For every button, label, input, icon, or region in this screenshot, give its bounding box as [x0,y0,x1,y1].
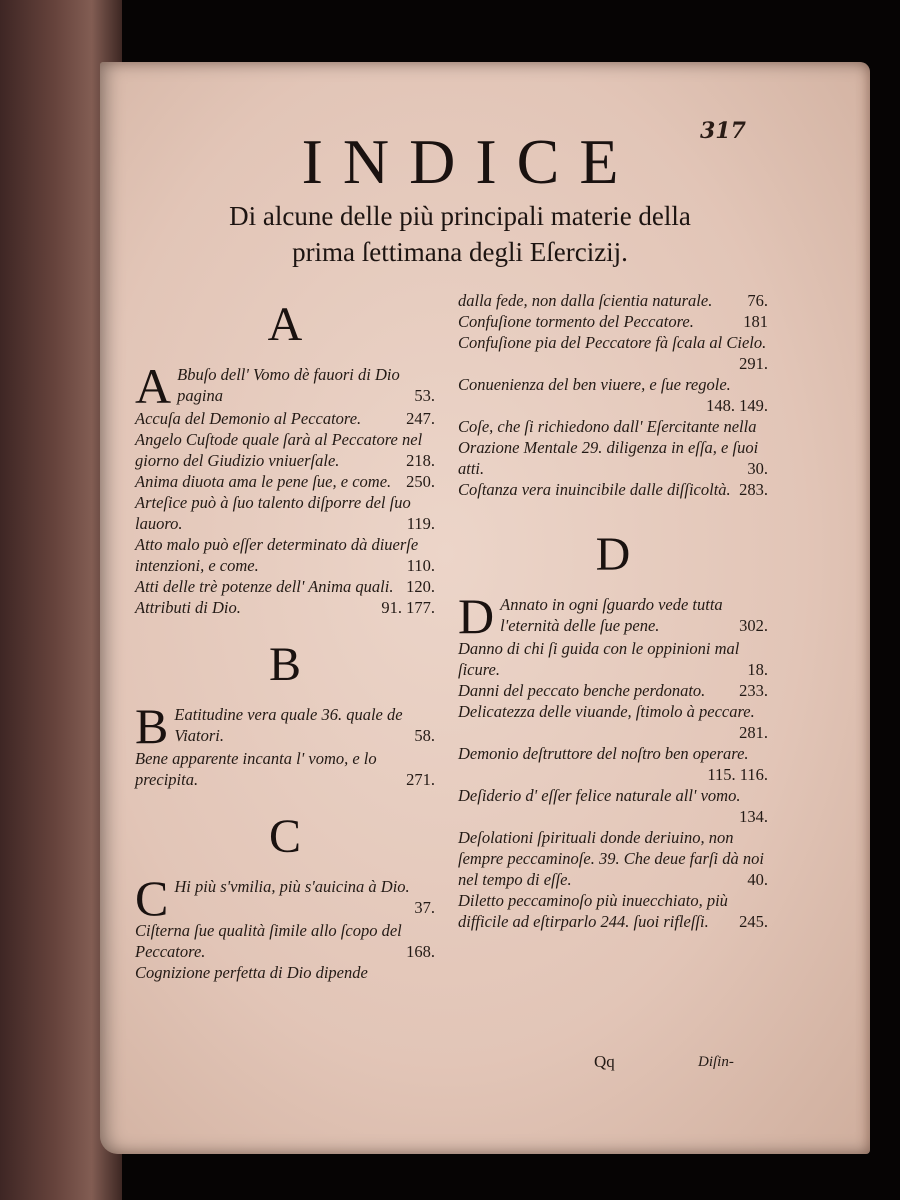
drop-initial-c: C [135,870,169,926]
catchword: Diſin- [698,1054,734,1070]
index-entry: B Eatitudine vera quale 36. quale de Viatori. 58. [135,698,435,754]
entry-pages: 291. [739,354,768,373]
index-entry: Coſtanza vera inuincibile dalle diſſicoltà. 283. [458,480,768,499]
entry-pages: 281. [739,723,768,742]
section-heading-d: D [595,528,631,581]
entry-pages: 245. [739,912,768,931]
index-entry: Deſiderio d' eſſer felice naturale all' vomo. 134. [458,786,768,826]
index-entry: dalla fede, non dalla ſcientia naturale. 76. [458,291,768,310]
entry-pages: 250. [406,472,435,491]
drop-initial-d: D [458,588,495,644]
index-column-right [458,290,768,932]
entry-pages: 120. [406,577,435,596]
entry-pages: 110. [406,556,435,575]
index-entry: Cognizione perfetta di Dio dipende [135,963,368,982]
index-entry: Bene apparente incanta l' vomo, e lo precipita. 271. [135,749,435,789]
index-entry: Attributi di Dio. 91. 177. [135,598,435,617]
entry-pages: 58. [414,726,435,745]
index-entry: C Hi più s'vmilia, più s'auicina à Dio. 37. [135,870,435,926]
subtitle-line: Di alcune delle più principali materie della [229,201,691,231]
entry-pages: 40. [747,870,768,889]
entry-pages: 218. [406,451,435,470]
index-entry: Confuſione pia del Peccatore fà ſcala al Cielo. 291. [458,333,768,373]
entry-pages: 76. [747,291,768,310]
entry-pages: 53. [414,386,435,405]
index-column-left [135,290,435,983]
section-heading-b: B [268,638,301,691]
signature-mark: Qq [594,1052,615,1071]
entry-pages: 168. [406,942,435,961]
index-entry: Angelo Cuſtode quale ſarà al Peccatore nel giorno del Giudizio vniuerſale. 218. [135,430,435,470]
page-number: 317 [700,118,746,144]
entry-pages: 283. [739,480,768,499]
entry-pages: 30. [747,459,768,478]
index-entry: Arteſice può à ſuo talento diſporre del ſuo lauoro. 119. [135,493,435,533]
section-heading-c: C [268,810,301,863]
subtitle-line: prima ſettimana degli Eſercizij. [292,237,628,267]
index-entry: Coſe, che ſi richiedono dall' Eſercitante nella Orazione Mentale 29. diligenza in eſſa, e ſuoi atti. 30. [458,417,768,478]
index-entry: Danni del peccato benche perdonato. 233. [458,681,768,700]
entry-pages: 115. 116. [707,765,768,784]
index-entry: Anima diuota ama le pene ſue, e come. 250. [135,472,435,491]
index-entry: Atto malo può eſſer determinato dà diuerſe intenzioni, e come. 110. [135,535,435,575]
entry-pages: 148. 149. [706,396,768,415]
entry-pages: 119. [406,514,435,533]
entry-pages: 233. [739,681,768,700]
index-entry: Deſolationi ſpirituali donde deriuino, non ſempre peccaminoſe. 39. Che deue farſi dà noi nel tempo di eſſe. 40. [458,828,768,889]
index-entry: Conuenienza del ben viuere, e ſue regole. 148. 149. [458,375,768,415]
entry-pages: 181 [743,312,768,331]
index-entry: Accuſa del Demonio al Peccatore. 247. [135,409,435,428]
index-entry: Demonio deſtruttore del noſtro ben operare. 115. 116. [458,744,768,784]
entry-pages: 91. 177. [381,598,435,617]
drop-initial-b: B [135,698,169,754]
entry-pages: 247. [406,409,435,428]
index-entry: Diletto peccaminoſo più inuecchiato, più difficile ad eſtirparlo 244. ſuoi rifleſſi. 245. [458,891,768,931]
index-entry: Ciſterna ſue qualità ſimile allo ſcopo del Peccatore. 168. [135,921,435,961]
index-entry: Confuſione tormento del Peccatore. 181 [458,312,768,331]
page-title: INDICE [301,126,639,197]
entry-pages: 302. [739,616,768,635]
index-entry: Danno di chi ſi guida con le oppinioni mal ſicure. 18. [458,639,768,679]
index-entry: A Bbuſo dell' Vomo dè fauori di Dio pagina 53. [135,358,435,414]
index-entry: D Annato in ogni ſguardo vede tutta l'eternità delle ſue pene. 302. [458,588,768,644]
drop-initial-a: A [135,358,172,414]
entry-pages: 18. [747,660,768,679]
section-heading-a: A [267,298,303,351]
entry-pages: 134. [739,807,768,826]
index-entry: Atti delle trè potenze dell' Anima quali. 120. [135,577,435,596]
entry-pages: 271. [406,770,435,789]
entry-pages: 37. [414,898,435,917]
page-subtitle [150,198,770,270]
index-entry: Delicatezza delle viuande, ſtimolo à peccare. 281. [458,702,768,742]
